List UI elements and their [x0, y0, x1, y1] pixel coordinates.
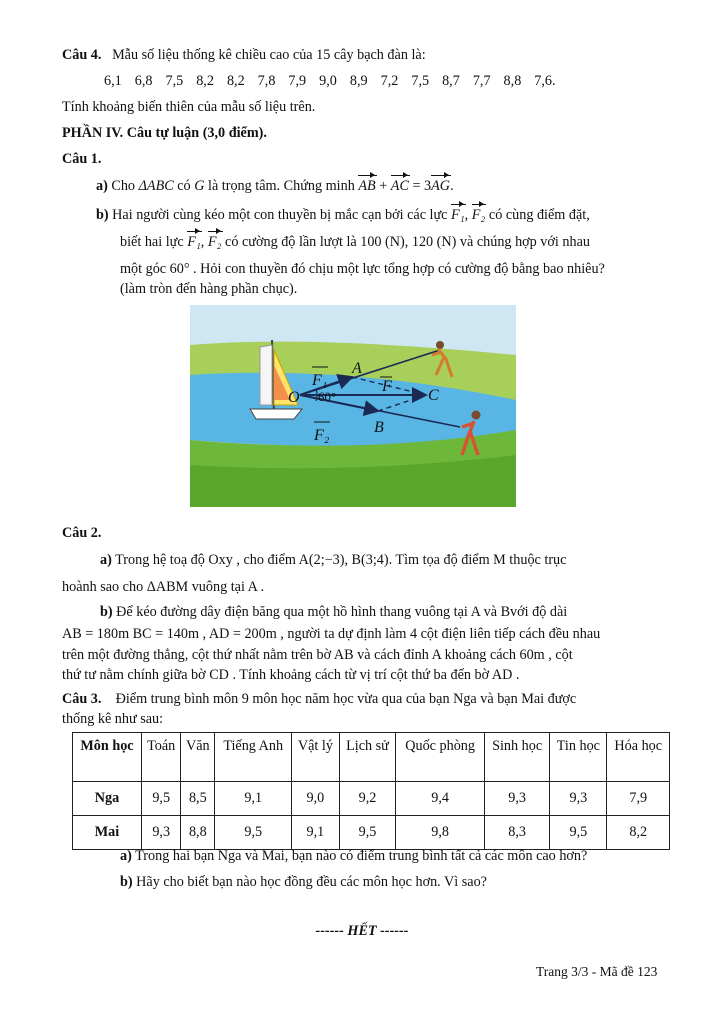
- c3-b: [120, 873, 487, 891]
- table-cell: 9,1: [215, 782, 292, 816]
- table-cell: 8,8: [181, 816, 215, 850]
- table-cell: Mai: [73, 816, 142, 850]
- c2-a-label: a): [100, 552, 112, 568]
- c1-b-l2b: có cường độ lần lượt là 100 (N), 120 (N) và chúng hợp với nhau: [221, 234, 590, 250]
- q4-prompt: [62, 46, 426, 64]
- label-A: A: [352, 360, 362, 377]
- data-value: 7,9: [288, 73, 307, 89]
- q4-task: Tính khoảng biến thiên của mẫu số liệu trên.: [62, 99, 316, 115]
- c2-a-line2: hoành sao cho ΔABM vuông tại A .: [62, 579, 265, 595]
- data-value: 6,8: [134, 73, 153, 89]
- data-value: 7,6.: [534, 73, 556, 89]
- c1-a: [96, 177, 454, 195]
- c1-title: Câu 1.: [62, 151, 102, 167]
- c1-b-line2: [120, 233, 590, 251]
- c1-a-G: G: [194, 178, 205, 194]
- table-cell: 9,3: [142, 816, 181, 850]
- c1-b-line3: một góc 60° . Hỏi con thuyền đó chịu một lực tổng hợp có cường độ bằng bao nhiêu?: [120, 261, 605, 277]
- c2-b-line2: AB = 180m BC = 140m , AD = 200m , người ta dự định làm 4 cột điện liên tiếp cách đều nhau: [62, 626, 601, 642]
- data-value: 7,5: [165, 73, 184, 89]
- table-row: [73, 816, 670, 850]
- table-header-cell: Môn học: [73, 733, 142, 782]
- vector-F1: F₁: [187, 234, 201, 250]
- c1-a-eq: = 3: [408, 178, 432, 194]
- vector-AG: AG: [431, 178, 451, 194]
- c3-a-text: Trong hai bạn Nga và Mai, bạn nào có điểm trung bình tất cả các môn cao hơn?: [135, 848, 588, 864]
- vector-F1: F₁: [451, 207, 465, 223]
- q4-title: Câu 4.: [62, 47, 102, 63]
- c2-b-label: b): [100, 604, 113, 620]
- c1-a-plus: +: [375, 178, 391, 194]
- table-cell: 8,5: [181, 782, 215, 816]
- table-row: [73, 782, 670, 816]
- c1-a-text1: Cho: [111, 178, 139, 194]
- table-header-cell: Tin học: [550, 733, 607, 782]
- table-header-cell: Quốc phòng: [396, 733, 485, 782]
- table-cell: 9,5: [142, 782, 181, 816]
- page-footer: Trang 3/3 - Mã đề 123: [536, 964, 658, 979]
- table-header-cell: Văn: [181, 733, 215, 782]
- vector-F2: F₂: [207, 234, 222, 250]
- table-header-cell: Tiếng Anh: [215, 733, 292, 782]
- c3-text1: Điểm trung bình môn 9 môn học năm học vừa qua của bạn Nga và bạn Mai được: [115, 691, 577, 707]
- vector-AB: AB: [358, 178, 376, 194]
- table-cell: 9,2: [339, 782, 396, 816]
- q4-text: Mẫu số liệu thống kê chiều cao của 15 cây bạch đàn là:: [112, 47, 426, 63]
- vector-F2: F₂: [471, 207, 486, 223]
- c3-intro-line2: thống kê như sau:: [62, 711, 164, 727]
- table-cell: 9,5: [339, 816, 396, 850]
- c3-b-text: Hãy cho biết bạn nào học đồng đều các môn học hơn. Vì sao?: [136, 874, 487, 890]
- c1-b-l1b: có cùng điểm đặt,: [485, 207, 590, 223]
- c2-b-text1: Để kéo đường dây điện băng qua một hồ hình thang vuông tại A và Bvới độ dài: [116, 604, 568, 620]
- table-header-cell: Lịch sử: [339, 733, 396, 782]
- table-cell: 9,1: [292, 816, 340, 850]
- c3-a-label: a): [120, 848, 132, 864]
- table-cell: 9,0: [292, 782, 340, 816]
- data-value: 8,7: [442, 73, 460, 89]
- c1-a-text3: là trọng tâm. Chứng minh: [204, 178, 359, 194]
- q4-values: [104, 72, 569, 90]
- data-value: 8,8: [503, 73, 522, 89]
- c2-a-line1: [100, 551, 566, 569]
- data-value: 8,9: [349, 73, 368, 89]
- table-header-cell: Hóa học: [607, 733, 670, 782]
- table-cell: 8,3: [484, 816, 549, 850]
- c3-intro-line1: [62, 690, 576, 708]
- end-marker: ------ HẾT ------: [315, 923, 409, 939]
- table-header-cell: Toán: [142, 733, 181, 782]
- part4-title: PHẦN IV. Câu tự luận (3,0 điểm).: [62, 125, 267, 141]
- c1-a-triangle: ΔABC: [138, 178, 174, 194]
- c1-b-comma: ,: [464, 207, 472, 223]
- table-header-cell: Sinh học: [484, 733, 549, 782]
- c1-a-label: a): [96, 178, 108, 194]
- c2-b-line4: thứ tư nằm chính giữa bờ CD . Tính khoảng cách từ vị trí cột thứ ba đến bờ AD .: [62, 667, 520, 683]
- c2-a-text1: Trong hệ toạ độ Oxy , cho điểm A(2;−3), B(3;4). Tìm tọa độ điểm M thuộc trục: [115, 552, 567, 568]
- c1-b-l2a: biết hai lực: [120, 234, 188, 250]
- vector-AC: AC: [390, 178, 409, 194]
- data-value: 8,2: [196, 73, 214, 89]
- c1-b-line4: (làm tròn đến hàng phần chục).: [120, 281, 298, 297]
- c2-title: Câu 2.: [62, 525, 102, 541]
- data-value: 7,5: [411, 73, 430, 89]
- label-B: B: [374, 419, 384, 436]
- table-header-row: [73, 733, 670, 782]
- scores-table: [72, 732, 670, 850]
- table-cell: 9,5: [550, 816, 607, 850]
- c1-b-comma: ,: [200, 234, 208, 250]
- label-angle: 60°: [318, 389, 337, 404]
- c3-a: [120, 847, 587, 865]
- table-cell: 9,8: [396, 816, 485, 850]
- boat-forces-illustration: [190, 305, 516, 507]
- c1-b-line1: [96, 206, 590, 224]
- data-value: 6,1: [104, 73, 122, 89]
- c2-b-line1: [100, 603, 567, 621]
- c3-b-label: b): [120, 874, 133, 890]
- label-F2: F₂: [314, 427, 330, 444]
- table-cell: 9,5: [215, 816, 292, 850]
- data-value: 7,7: [472, 73, 491, 89]
- c1-a-text2: có: [173, 178, 195, 194]
- data-value: 7,8: [257, 73, 276, 89]
- c1-b-label: b): [96, 207, 109, 223]
- label-O: O: [288, 389, 300, 406]
- table-cell: 8,2: [607, 816, 670, 850]
- label-F1: F₁: [312, 372, 328, 389]
- c1-b-l1a: Hai người cùng kéo một con thuyền bị mắc cạn bởi các lực: [112, 207, 452, 223]
- table-cell: Nga: [73, 782, 142, 816]
- label-F: F: [382, 378, 392, 395]
- table-cell: 9,3: [550, 782, 607, 816]
- c3-title: Câu 3.: [62, 691, 102, 707]
- table-cell: 7,9: [607, 782, 670, 816]
- table-header-cell: Vật lý: [292, 733, 340, 782]
- data-value: 8,2: [226, 73, 245, 89]
- c1-a-end: .: [450, 178, 454, 194]
- data-value: 7,2: [380, 73, 399, 89]
- table-cell: 9,3: [484, 782, 549, 816]
- data-value: 9,0: [319, 73, 337, 89]
- c2-b-line3: trên một đường thẳng, cột thứ nhất nằm trên bờ AB và cách đỉnh A khoảng cách 60m , cột: [62, 647, 573, 663]
- label-C: C: [428, 387, 439, 404]
- table-cell: 9,4: [396, 782, 485, 816]
